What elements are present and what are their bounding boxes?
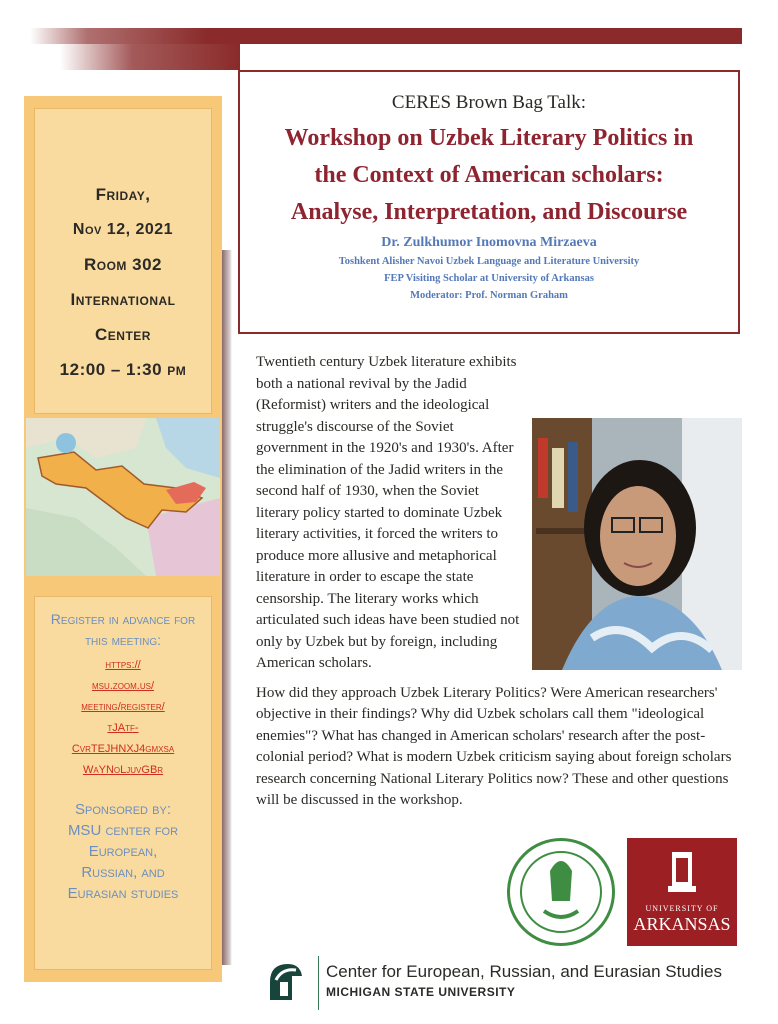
footer-divider xyxy=(318,956,319,1010)
university-of-arkansas-logo xyxy=(627,838,737,946)
event-date: Nov 12, 2021 xyxy=(72,221,174,238)
sidebar-shadow xyxy=(222,250,232,965)
title-line: the Context of American scholars: xyxy=(314,162,664,188)
zoom-registration-link[interactable] xyxy=(43,655,203,781)
affiliation-line: Toshkent Alisher Navoi Uzbek Language and Literature University xyxy=(338,256,640,267)
event-room: Room 302 xyxy=(83,255,163,274)
sponsor-block xyxy=(43,799,203,904)
link-line: CvrTEJHNXJ4gmxsa xyxy=(71,743,175,755)
title-box xyxy=(238,70,740,334)
description-paragraph-2: How did they approach Uzbek Literary Politics? Were American researchers' objective in their findings? Why did Uzbek scholars call them "ideological enemies"? What has changed in American scholars' research after the post-colonial period? What is modern Uzbek criticism saying about foreign scholars research concerning National Literary Politics now? These and other questions will be discussed in the workshop. xyxy=(256,684,732,808)
event-details-box xyxy=(34,108,212,414)
registration-box xyxy=(34,596,212,970)
talk-series-label: CERES Brown Bag Talk: xyxy=(391,92,587,113)
sponsor-org-line: MSU center for xyxy=(67,822,179,839)
event-time: 12:00 – 1:30 pm xyxy=(59,360,187,379)
link-line: meeting/register/ xyxy=(81,701,165,713)
speaker-name: Dr. Zulkhumor Inomovna Mirzaeva xyxy=(381,235,597,250)
spartan-helmet-icon xyxy=(262,960,304,1004)
sponsor-org-line: Eurasian studies xyxy=(67,885,179,902)
center-name: Center for European, Russian, and Eurasian Studies xyxy=(326,962,722,981)
speaker-photo xyxy=(532,418,742,670)
speaker-affiliations xyxy=(240,253,738,304)
link-line: tJAtf- xyxy=(107,722,139,734)
university-name: MICHIGAN STATE UNIVERSITY xyxy=(326,985,516,999)
description-paragraph-1: Twentieth century Uzbek literature exhibits both a national revival by the Jadid (Reformist) writers and the ideological struggle's discourse of the Soviet government in the 1920's and 1930's. After the elimination of the Jadid writers in the second half of 1930, when the Soviet literary policy started to dominate Uzbek literary activities, it forced the writers to produce more allusive and metaphorical literature in order to escape the state censorship. The literary works which articulated such ideas have been studied not only by Uzbek but by foreign, including American scholars. xyxy=(256,354,520,671)
uzbek-university-logo xyxy=(507,838,615,946)
title-line: Analyse, Interpretation, and Discourse xyxy=(290,199,688,225)
title-line: Workshop on Uzbek Literary Politics in xyxy=(284,125,694,151)
uzbekistan-map-image xyxy=(26,418,220,576)
sponsor-org-line: Russian, and xyxy=(81,864,165,881)
talk-description xyxy=(256,352,742,820)
event-building: International xyxy=(70,290,176,309)
link-line: msu.zoom.us/ xyxy=(91,680,155,692)
arkansas-logo-line2: ARKANSAS xyxy=(633,914,731,934)
top-decorative-bar xyxy=(30,28,742,44)
event-building-2: Center xyxy=(95,325,151,344)
sponsor-org-line: European, xyxy=(88,843,158,860)
left-sidebar xyxy=(24,96,222,982)
top-decorative-tab xyxy=(60,44,240,70)
register-heading: Register in advance for this meeting: xyxy=(50,611,196,648)
event-day: Friday, xyxy=(95,185,151,204)
moderator-line: Moderator: Prof. Norman Graham xyxy=(410,290,568,301)
sponsor-label: Sponsored by: xyxy=(75,801,171,818)
talk-title xyxy=(250,120,728,231)
link-line: https:// xyxy=(105,659,141,671)
link-line: WaYNoLjuvGBr xyxy=(82,764,164,776)
arkansas-logo-line1: UNIVERSITY OF xyxy=(645,904,719,913)
affiliation-line: FEP Visiting Scholar at University of Arkansas xyxy=(384,273,594,284)
